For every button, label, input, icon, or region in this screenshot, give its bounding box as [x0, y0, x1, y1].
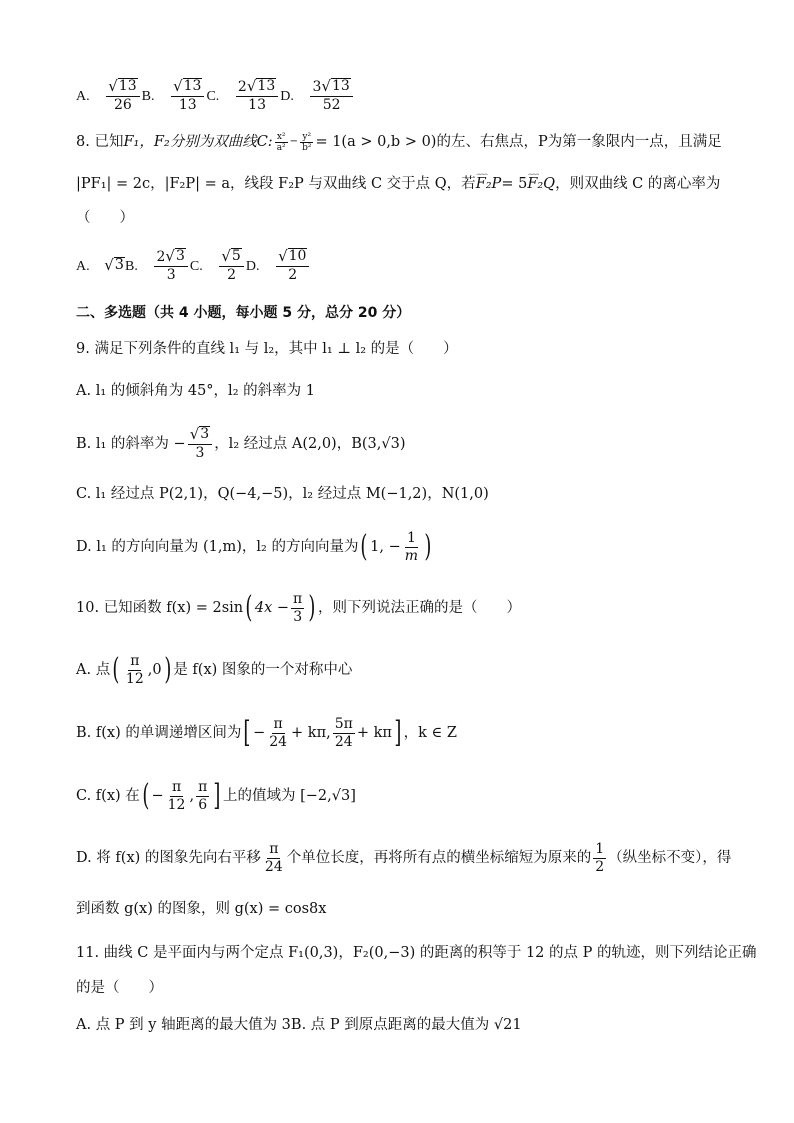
section-title-multi-choice: 二、多选题（共 4 小题，每小题 5 分，总分 20 分） [76, 305, 411, 321]
q9-stem: 9. 满足下列条件的直线 l₁ 与 l₂，其中 l₁ ⊥ l₂ 的是（ ） [76, 341, 458, 357]
q8-option-b: B. 2 √ 3 3 [125, 248, 190, 284]
q11-option-a: A. 点 P 到 y 轴距离的最大值为 3 [76, 1017, 291, 1033]
q10-option-c: C. f(x) 在 ( − $\frac{\pi}{12}$ , $\frac{\pi}{6}$ ] 上的值域为 [−2,√3] [76, 778, 356, 813]
q7-option-c: C. 2 √ 13 13 [206, 78, 280, 114]
q10-option-d-line2: 到函数 g(x) 的图象，则 g(x) = cos8x [76, 901, 327, 917]
q11-stem-line1: 11. 曲线 C 是平面内与两个定点 F₁(0,3)，F₂(0,−3) 的距离的积等于 12 的点 P 的轨迹，则下列结论正确 [76, 945, 757, 961]
q10-option-b: B. f(x) 的单调递增区间为 [ − $\frac{\pi}{24}$ + kπ, $\frac{5\pi}{24}$ + kπ ] ，k ∈ Z [76, 715, 457, 750]
q10-stem: 10. 已知函数 f(x) = 2sin ( 4x − $\frac{\pi}{3}$ ) ，则下列说法正确的是（ ） [76, 590, 521, 625]
q10-option-d-line1: D. 将 f(x) 的图象先向右平移 $\frac{\pi}{24}$ 个单位长度，再将所有点的横坐标缩短为原来的 $\frac{1}{2}$ （纵坐标不变），得 [76, 840, 732, 875]
q11-option-b: B. 点 P 到原点距离的最大值为 √21 [290, 1017, 522, 1033]
q7-option-b: B. √ 13 13 [142, 78, 207, 114]
q9-option-d: D. l₁ 的方向向量为 (1,m)，l₂ 的方向向量为 ( 1, − $\frac{1}{m}$ ) [76, 529, 432, 564]
q8-option-c: C. √ 5 2 [190, 248, 246, 284]
q7-option-d: D. 3 √ 13 52 [280, 78, 355, 114]
q9-option-b: B. l₁ 的斜率为 − √ 3 3 ，l₂ 经过点 A(2,0)，B(3,√3) [76, 425, 406, 461]
q11-options-row [76, 1014, 718, 1036]
q8-line1: 8. 已知 F₁，F₂分别为双曲线 C: $\frac{\text{x²}}{\text{a²}}$ − $\frac{\text{y²}}{\text{b²}}$ = 1(a > 0,b > 0)的左、右焦点，P为第一象限内一点，且满足 [76, 131, 722, 153]
q8-line2: |PF₁| = 2c，|F₂P| = a，线段 F₂P 与双曲线 C 交于点 Q，若 ⌢⌢⌢ F₂P = 5 ⌢⌢⌢ F₂Q ，则双曲线 C 的离心率为 [76, 172, 718, 196]
q7-option-a: A. √ 13 26 [76, 78, 142, 114]
q11-stem-line2: 的是（ ） [76, 980, 163, 996]
q8-option-d: D. √ 10 2 [246, 248, 312, 284]
q8-option-a: A. √ 3 [76, 255, 125, 274]
q9-option-c: C. l₁ 经过点 P(2,1)，Q(−4,−5)，l₂ 经过点 M(−1,2)，N(1,0) [76, 486, 489, 502]
q8-options-row [76, 246, 718, 286]
q10-option-a: A. 点 ( $\frac{\pi}{12}$ ,0 ) 是 f(x) 图象的一个对称中心 [76, 652, 353, 687]
q8-line3: （ ） [76, 210, 134, 226]
q9-option-a: A. l₁ 的倾斜角为 45°，l₂ 的斜率为 1 [76, 383, 315, 399]
q7-options-row [76, 76, 718, 116]
